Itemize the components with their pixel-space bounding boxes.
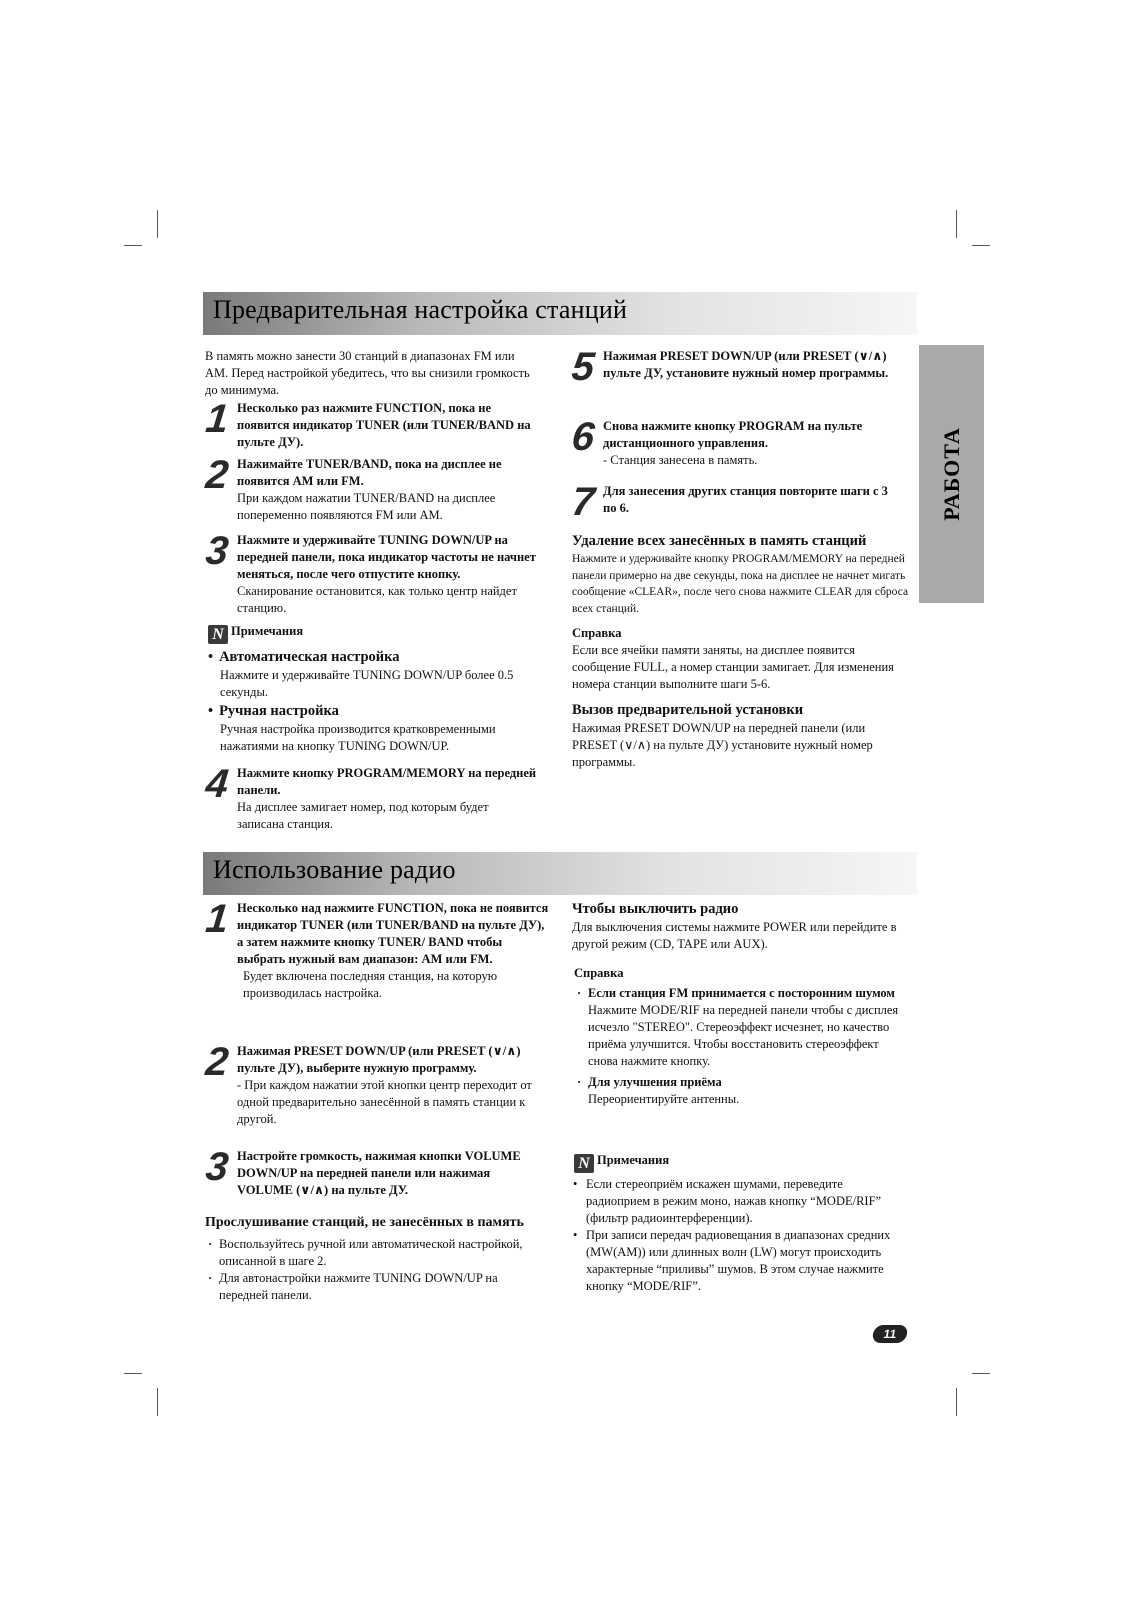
recall-title: Вызов предварительной установки	[572, 702, 804, 718]
step-detail: - Станция занесена в память.	[603, 453, 758, 467]
notes-manual-text: Ручная настройка производится кратковременными нажатиями на кнопку TUNING DOWN/UP.	[220, 722, 496, 753]
recall-text: Нажимая PRESET DOWN/UP на передней панели (или PRESET (∨/∧) на пульте ДУ) установите нужный номер программы.	[572, 721, 873, 769]
step-body	[603, 348, 898, 382]
step-instruction: Нажимайте TUNER/BAND, пока на дисплее не появится AM или FM.	[237, 457, 502, 488]
notes-manual	[208, 702, 538, 755]
section-header-preset	[203, 292, 917, 335]
notes-heading	[208, 624, 303, 644]
radio-reference-title: Справка	[574, 966, 624, 980]
step-detail: Сканирование остановится, как только центр найдет станцию.	[237, 584, 517, 615]
note-icon: N	[208, 625, 228, 644]
radio-notes-heading	[574, 1153, 669, 1173]
turn-off-text: Для выключения системы нажмите POWER или перейдите в другой режим (CD, TAPE или AUX).	[572, 920, 897, 951]
crop-mark	[157, 210, 158, 238]
note-icon: N	[574, 1154, 594, 1173]
step-instruction: Настройте громкость, нажимая кнопки VOLUME DOWN/UP на передней панели или нажимая VOLUME (∨/∧) на пульте ДУ.	[237, 1149, 521, 1197]
step-number: 1	[203, 397, 231, 441]
step-body	[237, 1148, 537, 1199]
notes-auto-title: • Автоматическая настройка	[208, 648, 538, 667]
intro-text: В память можно занести 30 станций в диапазонах FM или AM. Перед настройкой убедитесь, что вы снизили громкость до минимума.	[205, 349, 530, 397]
notes-title: Примечания	[231, 624, 304, 638]
radio-notes-title: Примечания	[597, 1153, 670, 1167]
step-instruction: Снова нажмите кнопку PROGRAM на пульте дистанционного управления.	[603, 419, 863, 450]
crop-mark	[124, 1373, 142, 1374]
crop-mark	[972, 1373, 990, 1374]
radio-reference-block	[574, 965, 909, 1108]
step-body	[237, 1043, 552, 1128]
crop-mark	[157, 1388, 158, 1416]
step-number: 1	[203, 897, 231, 941]
section-title: Предварительная настройка станций	[213, 295, 628, 324]
side-tab-label: РАБОТА	[938, 427, 964, 521]
radio-note-bullet: • При записи передач радиовещания в диапазонах средних (MW(AM)) или длинных волн (LW) могут происходить характерные “приливы” шумов. В этом случае нажмите кнопку “MODE/RIF”.	[572, 1227, 907, 1295]
section-title: Использование радио	[213, 855, 456, 884]
reference-text: Если все ячейки памяти заняты, на дисплее появится сообщение FULL, а номер станции замигает. Для изменения номера станции выполните шаги 5-6.	[572, 643, 894, 691]
reference-item2-title: · Для улучшения приёма	[574, 1074, 909, 1091]
step-body	[237, 456, 537, 524]
step-detail: При каждом нажатии TUNER/BAND на дисплее попеременно появляются FM или AM.	[237, 491, 496, 522]
step-number: 3	[203, 1145, 231, 1189]
step-instruction: Для занесения других станция повторите шаги с 3 по 6.	[603, 484, 888, 515]
turn-off-title: Чтобы выключить радио	[572, 901, 739, 917]
step-instruction: Нажимая PRESET DOWN/UP (или PRESET (∨/∧) пульте ДУ, установите нужный номер программы.	[603, 349, 889, 380]
side-tab	[919, 345, 984, 603]
crop-mark	[972, 245, 990, 246]
notes-manual-title: • Ручная настройка	[208, 702, 538, 721]
step-detail: На дисплее замигает номер, под которым будет записана станция.	[237, 800, 489, 831]
step-number: 3	[203, 529, 231, 573]
step-number: 7	[569, 480, 597, 524]
delete-all-title: Удаление всех занесённых в память станций	[572, 533, 867, 549]
reference-item2-text: Переориентируйте антенны.	[588, 1092, 740, 1106]
notes-auto	[208, 648, 538, 701]
step-number: 5	[569, 345, 597, 389]
page-number: 11	[871, 1325, 908, 1343]
step-instruction: Несколько раз нажмите FUNCTION, пока не появится индикатор TUNER (или TUNER/BAND на пульте ДУ).	[237, 401, 531, 449]
turn-off-block	[572, 900, 902, 953]
step-body	[603, 418, 898, 469]
crop-mark	[956, 210, 957, 238]
step-detail: - При каждом нажатии этой кнопки центр переходит от одной предварительно занесённой в память станции к другой.	[237, 1078, 532, 1126]
listen-block	[205, 1213, 545, 1304]
reference-block	[572, 625, 902, 693]
listen-bullet: · Воспользуйтесь ручной или автоматической настройкой, описанной в шаге 2.	[205, 1236, 545, 1270]
step-instruction: Нажмите и удерживайте TUNING DOWN/UP на передней панели, пока индикатор частоты не начнет меняться, после чего отпустите кнопку.	[237, 533, 536, 581]
crop-mark	[124, 245, 142, 246]
delete-all-text: Нажмите и удерживайте кнопку PROGRAM/MEMORY на передней панели примерно на две секунды, пока на дисплее не начнет мигать сообщение «CLEAR», после чего снова нажмите CLEAR для сброса всех станций.	[572, 553, 909, 615]
listen-bullet: · Для автонастройки нажмите TUNING DOWN/UP на передней панели.	[205, 1270, 545, 1304]
step-instruction: Нажмите кнопку PROGRAM/MEMORY на передней панели.	[237, 766, 537, 797]
reference-item1-title: · Если станция FM принимается с посторонним шумом	[574, 985, 909, 1002]
step-detail: Будет включена последняя станция, на которую производилась настройка.	[243, 969, 498, 1000]
reference-item1-text: Нажмите MODE/RIF на передней панели чтобы с дисплея исчезло "STEREO". Стереоэффект исчезнет, но качество приёма улучшится. Чтобы восстановить стереоэффект снова нажмите кнопку.	[588, 1003, 899, 1068]
step-instruction: Нажимая PRESET DOWN/UP (или PRESET (∨/∧) пульте ДУ), выберите нужную программу.	[237, 1044, 521, 1075]
step-number: 4	[203, 762, 231, 806]
step-body	[237, 765, 537, 833]
step-body	[237, 400, 537, 451]
listen-title: Прослушивание станций, не занесённых в память	[205, 1215, 524, 1230]
step-body	[237, 532, 542, 617]
radio-note-bullet: • Если стереоприём искажен шумами, переведите радиоприем в режим моно, нажав кнопку “MODE/RIF” (фильтр радиоинтерференции).	[572, 1176, 907, 1227]
crop-mark	[956, 1388, 957, 1416]
notes-auto-text: Нажмите и удерживайте TUNING DOWN/UP более 0.5 секунды.	[220, 668, 514, 699]
step-number: 2	[203, 1040, 231, 1084]
step-body	[237, 900, 549, 1002]
delete-all-block	[572, 532, 912, 617]
recall-block	[572, 701, 902, 771]
radio-notes-list	[572, 1176, 907, 1295]
step-number: 6	[569, 415, 597, 459]
step-instruction: Несколько над нажмите FUNCTION, пока не появится индикатор TUNER (или TUNER/BAND на пульте ДУ), а затем нажмите кнопку TUNER/ BAND чтобы выбрать нужный вам диапазон: AM или FM.	[237, 901, 549, 966]
step-number: 2	[203, 453, 231, 497]
section-header-radio	[203, 852, 917, 895]
reference-title: Справка	[572, 626, 622, 640]
step-body	[603, 483, 898, 517]
